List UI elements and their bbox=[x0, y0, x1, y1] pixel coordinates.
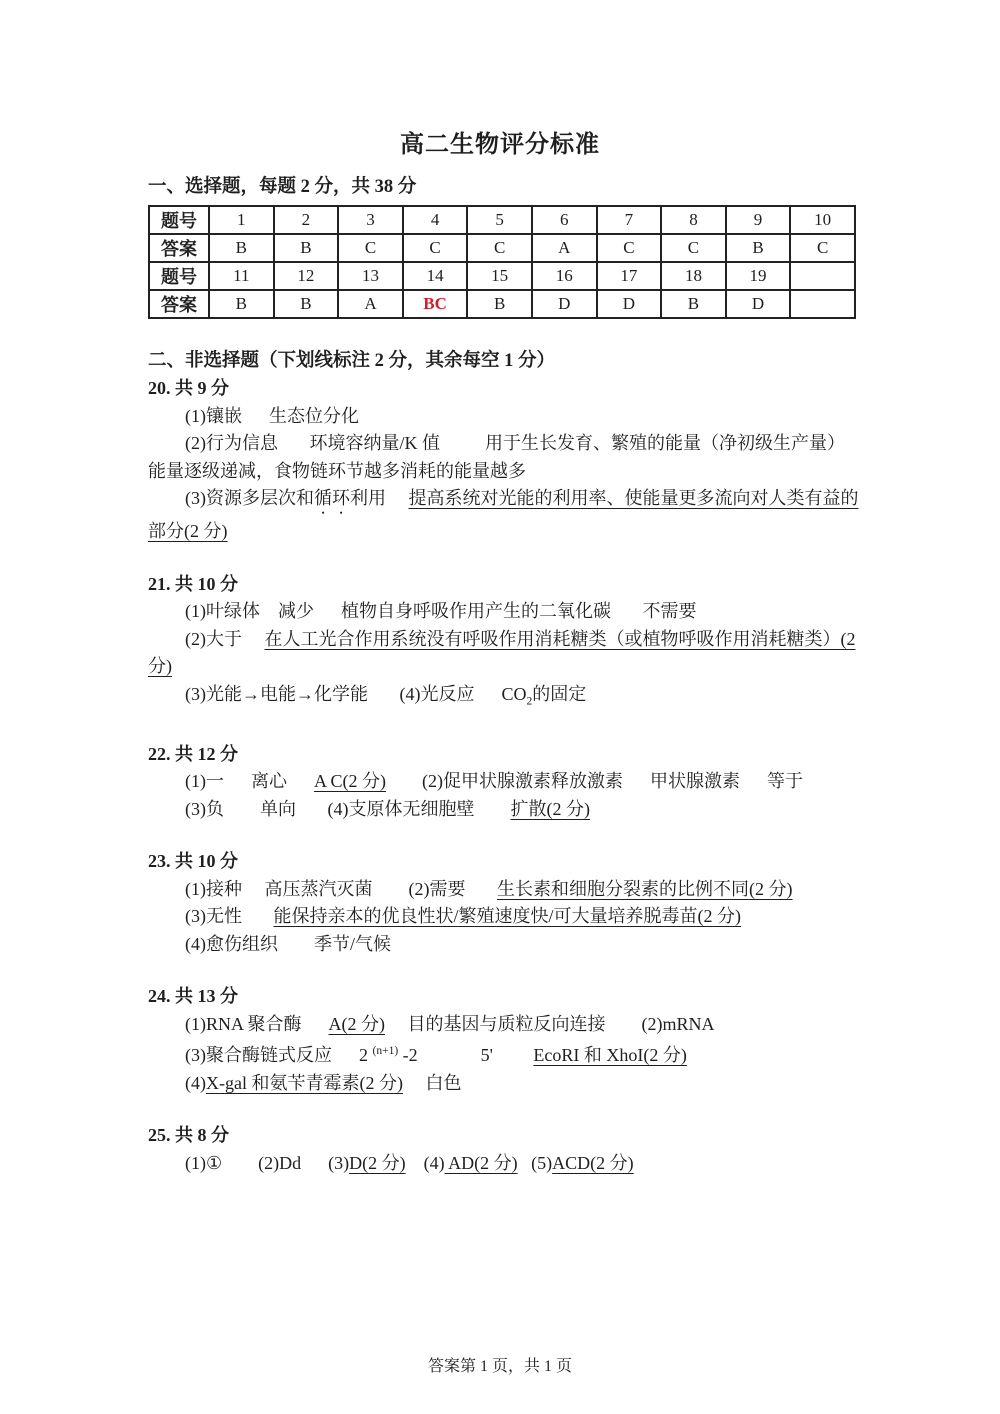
answer-line bbox=[148, 518, 856, 546]
answer-cell: 14 bbox=[403, 262, 468, 290]
spacing-gap bbox=[301, 1153, 328, 1173]
spacing-gap bbox=[368, 684, 400, 704]
answer-text: (2)Dd bbox=[258, 1152, 302, 1173]
underlined-answer: 能保持亲本的优良性状/繁殖速度快/可大量培养脱毒苗(2 分) bbox=[273, 906, 741, 927]
spacing-gap bbox=[386, 488, 409, 508]
underlined-answer: A C(2 分) bbox=[314, 771, 386, 792]
answer-text: (4) bbox=[423, 1152, 445, 1173]
section1-heading: 一、选择题，每题 2 分，共 38 分 bbox=[148, 177, 417, 197]
answer-line bbox=[148, 485, 859, 518]
question-block bbox=[148, 1122, 856, 1177]
answer-text: (3)资源多层次和 bbox=[185, 488, 314, 508]
document-content bbox=[148, 174, 859, 1177]
answer-line bbox=[148, 1070, 856, 1098]
answer-text: CO bbox=[501, 683, 527, 704]
answer-cell: D bbox=[726, 290, 791, 318]
question-block bbox=[148, 983, 856, 1097]
answer-text: 减少 bbox=[278, 601, 314, 621]
answer-cell: B bbox=[209, 234, 274, 262]
answer-text: 生态位分化 bbox=[269, 405, 359, 426]
answer-text: 目的基因与质粒反向连接 bbox=[407, 1013, 606, 1034]
answer-cell: C bbox=[338, 234, 403, 262]
spacing-gap bbox=[302, 1014, 329, 1034]
answer-text: (2)大于 bbox=[185, 628, 242, 649]
row-label-cell: 题号 bbox=[149, 262, 209, 290]
spacing-gap bbox=[606, 1014, 642, 1034]
answer-line bbox=[148, 430, 856, 458]
answer-cell: 9 bbox=[726, 206, 791, 234]
answer-text: (4) bbox=[185, 1072, 206, 1093]
spacing-gap bbox=[332, 1045, 359, 1065]
answer-cell: D bbox=[532, 290, 597, 318]
answer-table-row bbox=[149, 290, 855, 318]
underlined-answer: AD(2 分) bbox=[444, 1152, 518, 1173]
spacing-gap bbox=[287, 771, 314, 791]
answer-text: 季节/气候 bbox=[314, 933, 392, 954]
underlined-answer: X-gal 和氨苄青霉素(2 分) bbox=[206, 1072, 403, 1093]
underlined-answer: A(2 分) bbox=[328, 1013, 385, 1034]
underlined-answer: 部分(2 分) bbox=[148, 521, 228, 541]
underlined-answer: 提高系统对光能的利用率、使能量更多流向对人类有益的 bbox=[408, 488, 859, 508]
answer-line bbox=[148, 403, 856, 431]
spacing-gap bbox=[222, 1153, 258, 1173]
answer-cell: 3 bbox=[338, 206, 403, 234]
answer-table-row bbox=[149, 262, 855, 290]
spacing-gap bbox=[493, 1045, 534, 1065]
question-heading: 24. 共 13 分 bbox=[148, 986, 238, 1007]
underlined-answer: EcoRI 和 XhoI(2 分) bbox=[533, 1045, 687, 1066]
question-heading: 23. 共 10 分 bbox=[148, 851, 238, 872]
answer-text: (5) bbox=[531, 1152, 553, 1173]
answer-line bbox=[148, 458, 856, 486]
answer-text: 的固定 bbox=[532, 683, 587, 704]
answer-text: (1)一 bbox=[185, 771, 224, 792]
answer-line bbox=[148, 903, 856, 931]
answer-text: 单向 bbox=[260, 798, 296, 819]
answer-text: 2 bbox=[526, 695, 533, 708]
questions-container bbox=[148, 375, 859, 1177]
answer-cell: 19 bbox=[726, 262, 791, 290]
answer-cell: 11 bbox=[209, 262, 274, 290]
spacing-gap bbox=[278, 433, 310, 453]
underlined-answer: 在人工光合作用系统没有呼吸作用消耗糖类（或植物呼吸作用消耗糖类）(2 bbox=[264, 628, 856, 649]
answer-line bbox=[148, 653, 856, 681]
answer-cell: B bbox=[467, 290, 532, 318]
answer-text: 能量逐级递减，食物链环节越多消耗的能量越多 bbox=[148, 460, 526, 481]
answer-cell: D bbox=[597, 290, 662, 318]
answer-cell: BC bbox=[403, 290, 468, 318]
answer-cell: B bbox=[726, 234, 791, 262]
spacing-gap bbox=[314, 601, 341, 621]
answer-table-row bbox=[149, 234, 855, 262]
answer-cell: A bbox=[532, 234, 597, 262]
answer-line bbox=[148, 598, 856, 626]
answer-cell: C bbox=[661, 234, 726, 262]
answer-cell: 2 bbox=[274, 206, 339, 234]
answer-text: 甲状腺激素 bbox=[650, 771, 740, 792]
answer-text: 白色 bbox=[425, 1072, 462, 1093]
spacing-gap bbox=[242, 906, 274, 926]
answer-cell bbox=[790, 262, 855, 290]
question-heading: 25. 共 8 分 bbox=[148, 1125, 229, 1146]
answer-cell: 18 bbox=[661, 262, 726, 290]
answer-cell: 7 bbox=[597, 206, 662, 234]
answer-cell: 15 bbox=[467, 262, 532, 290]
page-footer: 答案第 1 页，共 1 页 bbox=[427, 1358, 572, 1375]
answer-text: (1)RNA 聚合酶 bbox=[185, 1013, 302, 1034]
answer-cell: 10 bbox=[790, 206, 855, 234]
underlined-answer: 分) bbox=[148, 656, 172, 676]
answer-cell: 13 bbox=[338, 262, 403, 290]
question-block bbox=[148, 571, 856, 716]
answer-cell: B bbox=[661, 290, 726, 318]
spacing-gap bbox=[296, 799, 328, 819]
spacing-gap bbox=[418, 1045, 481, 1065]
answer-line bbox=[148, 626, 856, 654]
answer-line bbox=[148, 876, 856, 904]
answer-cell: C bbox=[467, 234, 532, 262]
answer-cell: 5 bbox=[467, 206, 532, 234]
answer-cell: 6 bbox=[532, 206, 597, 234]
spacing-gap bbox=[406, 1153, 424, 1173]
answer-table bbox=[148, 205, 856, 319]
answer-line bbox=[148, 796, 856, 824]
answer-text: (1)接种 bbox=[185, 878, 242, 899]
answer-text: 不需要 bbox=[642, 601, 697, 621]
answer-cell: 1 bbox=[209, 206, 274, 234]
answer-text: (n+1) bbox=[372, 1045, 399, 1058]
underlined-answer: 扩散(2 分) bbox=[510, 798, 590, 819]
row-label-cell: 题号 bbox=[149, 206, 209, 234]
answer-text: 用于生长发育、繁殖的能量（净初级生产量） bbox=[485, 433, 845, 453]
answer-line bbox=[148, 1150, 856, 1178]
underlined-answer: ACD(2 分) bbox=[552, 1152, 634, 1173]
answer-text: (1)镶嵌 bbox=[185, 405, 242, 426]
answer-text: 利用 bbox=[350, 488, 386, 508]
answer-text: (3)负 bbox=[185, 798, 224, 819]
answer-cell: 17 bbox=[597, 262, 662, 290]
answer-text: (2)需要 bbox=[408, 878, 466, 899]
answer-text: 高压蒸汽灭菌 bbox=[264, 878, 373, 899]
answer-cell: C bbox=[597, 234, 662, 262]
spacing-gap bbox=[386, 771, 422, 791]
answer-text: (3)无性 bbox=[185, 906, 242, 927]
spacing-gap bbox=[242, 879, 265, 899]
answer-cell bbox=[790, 290, 855, 318]
answer-cell: 4 bbox=[403, 206, 468, 234]
answer-text: (4)支原体无细胞壁 bbox=[327, 798, 475, 819]
spacing-gap bbox=[475, 684, 502, 704]
question-heading: 22. 共 12 分 bbox=[148, 743, 238, 764]
spacing-gap bbox=[740, 771, 767, 791]
answer-text: 等于 bbox=[767, 771, 803, 792]
answer-text: (4)愈伤组织 bbox=[185, 933, 278, 954]
answer-text: (3)聚合酶链式反应 bbox=[185, 1045, 332, 1066]
answer-text: (1)叶绿体 bbox=[185, 601, 260, 621]
answer-text: 2 bbox=[359, 1045, 373, 1066]
spacing-gap bbox=[466, 879, 498, 899]
question-block bbox=[148, 741, 856, 824]
spacing-gap bbox=[278, 934, 314, 954]
answer-line bbox=[148, 931, 856, 959]
underlined-answer: 生长素和细胞分裂素的比例不同(2 分) bbox=[497, 878, 793, 899]
spacing-gap bbox=[242, 406, 269, 426]
answer-cell: 12 bbox=[274, 262, 339, 290]
answer-text: (2)行为信息 bbox=[185, 433, 278, 453]
answer-text: 5' bbox=[480, 1045, 493, 1066]
answer-line bbox=[148, 1011, 856, 1039]
question-heading: 20. 共 9 分 bbox=[148, 378, 229, 398]
spacing-gap bbox=[224, 771, 251, 791]
spacing-gap bbox=[224, 799, 260, 819]
spacing-gap bbox=[518, 1153, 532, 1173]
question-heading: 21. 共 10 分 bbox=[148, 573, 238, 594]
spacing-gap bbox=[373, 879, 409, 899]
spacing-gap bbox=[611, 601, 643, 621]
answer-text: (3)光能→电能→化学能 bbox=[185, 683, 368, 704]
answer-line bbox=[148, 681, 856, 716]
answer-cell: 16 bbox=[532, 262, 597, 290]
answer-text: (3) bbox=[328, 1152, 350, 1173]
spacing-gap bbox=[242, 629, 265, 649]
spacing-gap bbox=[385, 1014, 408, 1034]
answer-text: (2)促甲状腺激素释放激素 bbox=[422, 771, 623, 792]
answer-text: (1)① bbox=[185, 1152, 223, 1173]
answer-cell: A bbox=[338, 290, 403, 318]
row-label-cell: 答案 bbox=[149, 234, 209, 262]
answer-line bbox=[148, 1038, 856, 1070]
answer-text: -2 bbox=[398, 1045, 418, 1066]
answer-cell: 8 bbox=[661, 206, 726, 234]
section2-heading: 二、非选择题（下划线标注 2 分，其余每空 1 分） bbox=[148, 351, 556, 371]
answer-text: 环境容纳量/K 值 bbox=[309, 433, 440, 453]
answer-text: 植物自身呼吸作用产生的二氧化碳 bbox=[341, 601, 611, 621]
underlined-answer: D(2 分) bbox=[349, 1152, 406, 1173]
answer-cell: B bbox=[274, 290, 339, 318]
spacing-gap bbox=[623, 771, 650, 791]
answer-text: 离心 bbox=[251, 771, 287, 792]
answer-text: (2)mRNA bbox=[641, 1013, 715, 1034]
answer-cell: B bbox=[209, 290, 274, 318]
spacing-gap bbox=[440, 433, 485, 453]
answer-cell: C bbox=[790, 234, 855, 262]
answer-text: 循环 bbox=[314, 488, 350, 508]
question-block bbox=[148, 375, 859, 546]
spacing-gap bbox=[403, 1073, 426, 1093]
question-block bbox=[148, 848, 856, 958]
spacing-gap bbox=[475, 799, 511, 819]
answer-line bbox=[148, 768, 856, 796]
spacing-gap bbox=[260, 601, 278, 621]
row-label-cell: 答案 bbox=[149, 290, 209, 318]
answer-cell: C bbox=[403, 234, 468, 262]
answer-cell: B bbox=[274, 234, 339, 262]
answer-text: (4)光反应 bbox=[399, 683, 475, 704]
answer-table-row bbox=[149, 206, 855, 234]
page-title: 高二生物评分标准 bbox=[400, 132, 600, 158]
